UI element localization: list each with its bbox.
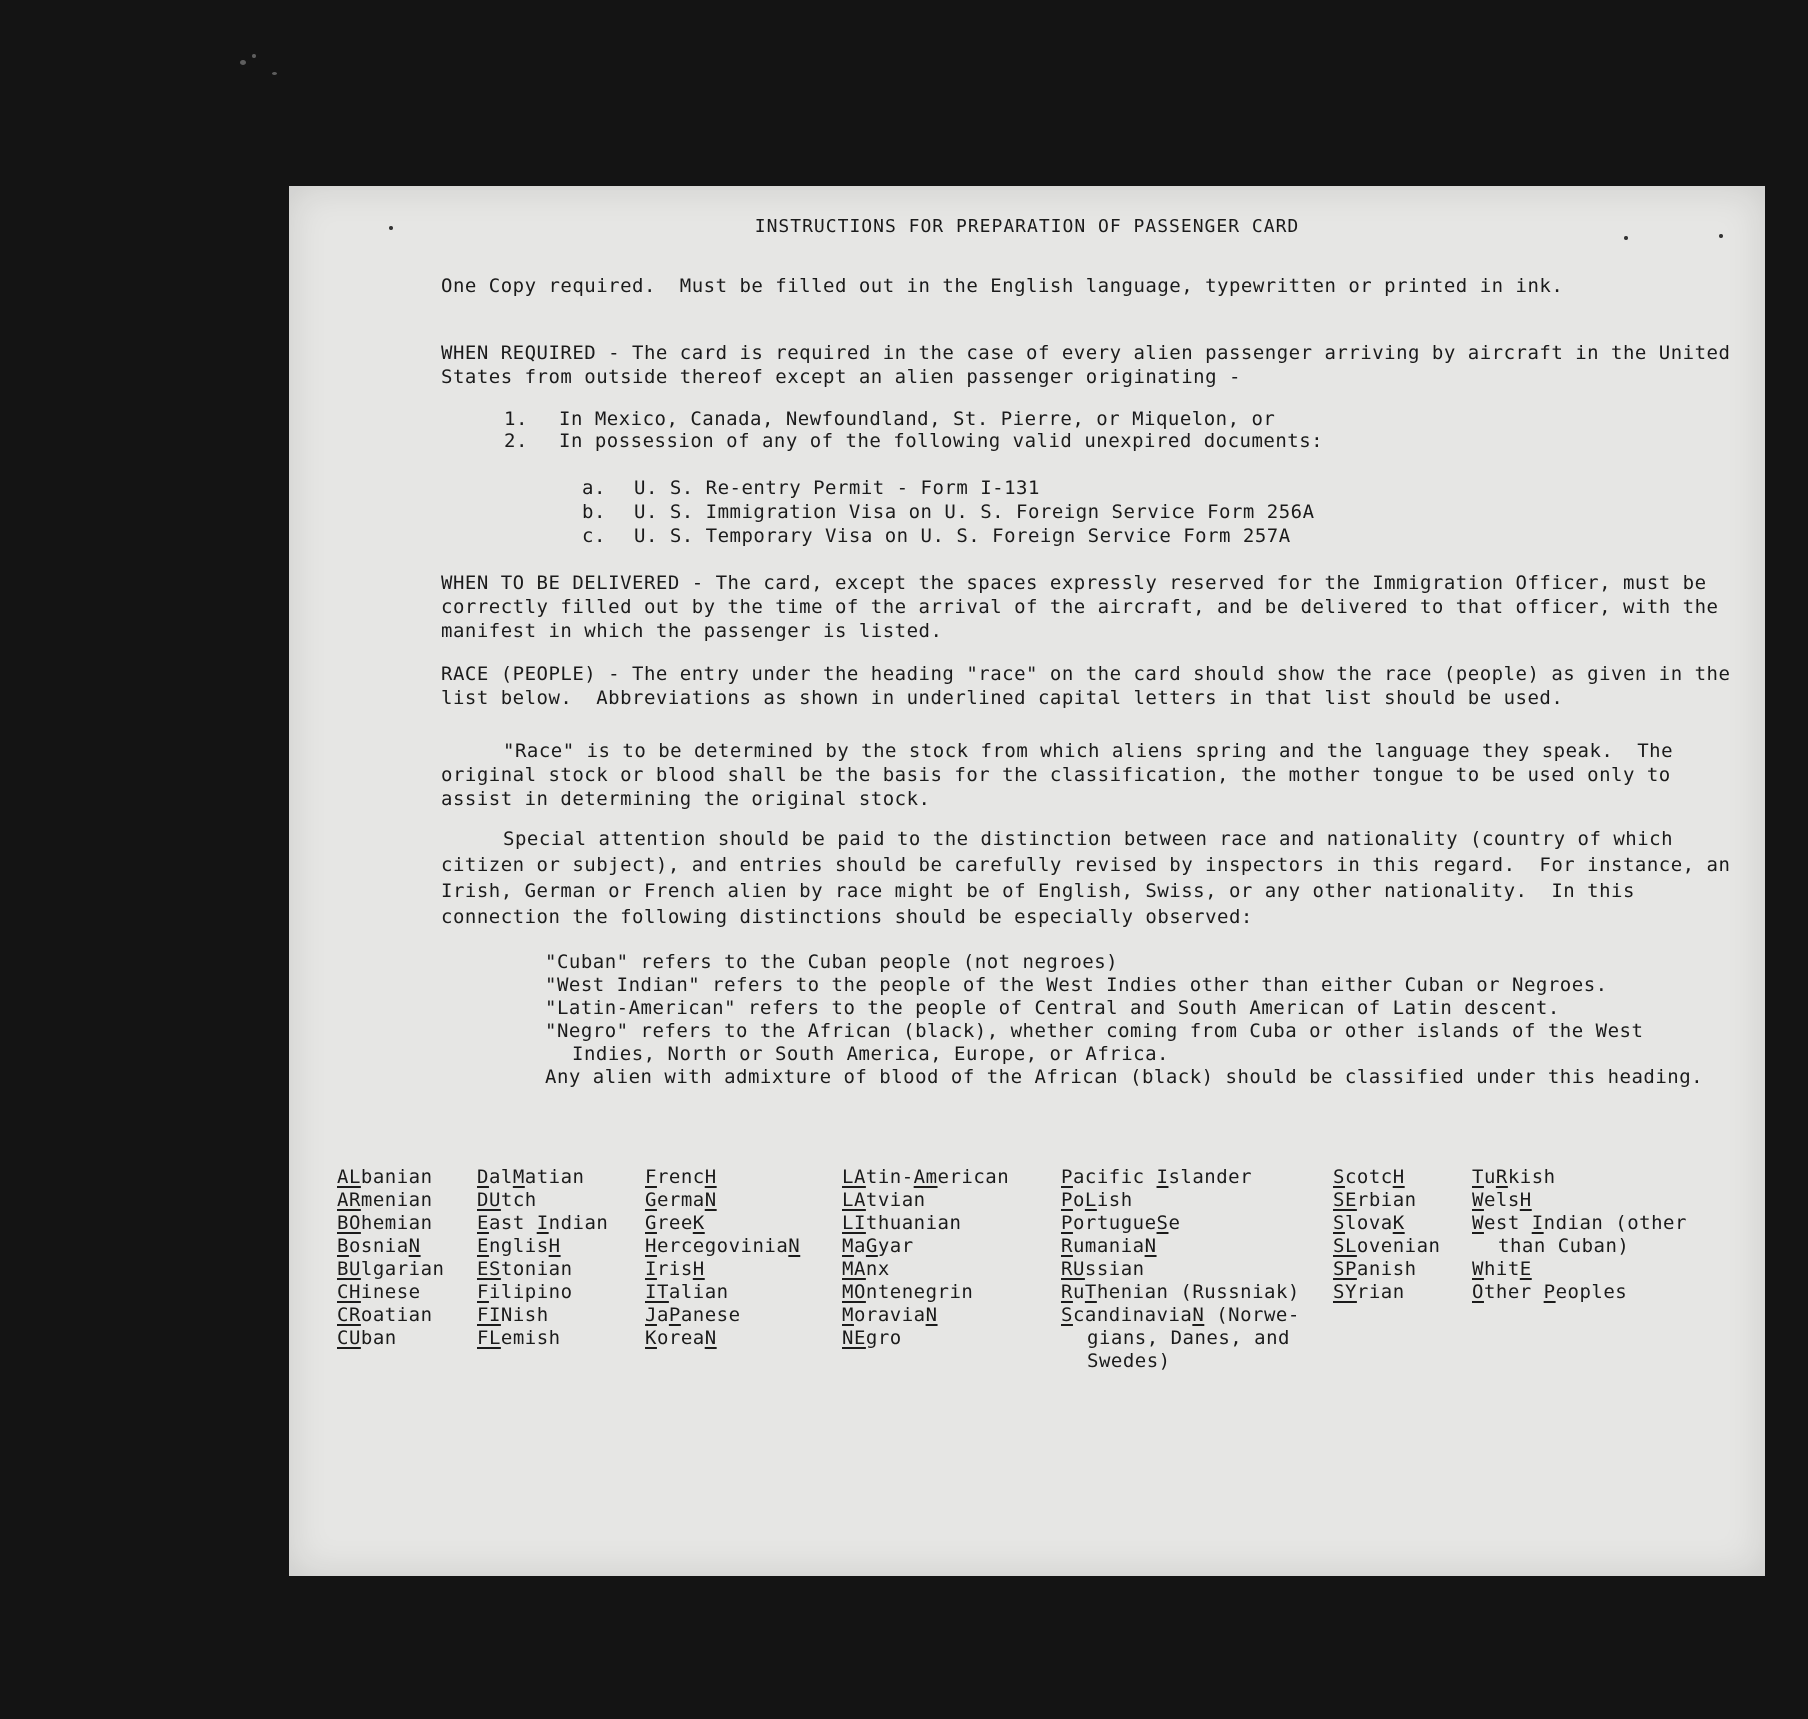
race-abbreviation: P: [1061, 1166, 1073, 1188]
race-column: [842, 1166, 1009, 1350]
race-entry: DUtch: [477, 1189, 537, 1211]
race-entry: EStonian: [477, 1258, 573, 1280]
condition-text: In possession of any of the following valid unexpired documents:: [559, 430, 1324, 452]
race-abbreviation: N: [704, 1327, 717, 1349]
scan-speck: [272, 72, 277, 75]
race-entry: ALbanian: [337, 1166, 433, 1188]
race-abbreviation: M: [842, 1235, 854, 1257]
document-item: [582, 500, 1315, 524]
race-abbreviation: DU: [477, 1189, 501, 1211]
race-abbreviation: E: [1519, 1258, 1532, 1280]
race-abbreviation: K: [645, 1327, 657, 1349]
race-entry: West Indian (other: [1472, 1212, 1687, 1234]
document-title: INSTRUCTIONS FOR PREPARATION OF PASSENGER CARD: [754, 216, 1300, 237]
race-entry: RuThenian (Russniak): [1061, 1281, 1300, 1303]
distinction-item: "Negro" refers to the African (black), whether coming from Cuba or other islands of the West Indies, North or South America, Europe, or Africa.: [545, 1020, 1644, 1065]
race-entry: FLemish: [477, 1327, 561, 1349]
race-column: [477, 1166, 608, 1350]
race-abbreviation: E: [477, 1212, 489, 1234]
race-entry: Other Peoples: [1472, 1281, 1628, 1303]
race-definition-paragraph: "Race" is to be determined by the stock from which aliens spring and the language they speak. The original stock or blood shall be the basis for the classification, the mother tongue to be used only to assist in determining the original stock.: [441, 740, 1685, 810]
race-entry: than Cuban): [1498, 1235, 1630, 1257]
race-abbreviation: BU: [337, 1258, 361, 1280]
race-abbreviation: S: [1156, 1212, 1169, 1234]
race-abbreviation: H: [704, 1166, 717, 1188]
race-abbreviation: ES: [477, 1258, 501, 1280]
condition-text: In Mexico, Canada, Newfoundland, St. Pierre, or Miquelon, or: [559, 408, 1276, 430]
race-abbreviation: T: [1472, 1166, 1484, 1188]
race-abbreviation: F: [477, 1281, 489, 1303]
race-abbreviation: W: [1472, 1189, 1484, 1211]
distinction-item: "Cuban" refers to the Cuban people (not negroes): [545, 951, 1119, 973]
condition-item: [504, 408, 1323, 430]
race-abbreviation: G: [645, 1212, 657, 1234]
race-abbreviation: R: [1061, 1281, 1073, 1303]
race-abbreviation: W: [1472, 1258, 1484, 1280]
race-column: [1333, 1166, 1440, 1304]
race-abbreviation: J: [645, 1304, 657, 1326]
distinction-list: [545, 951, 1725, 1089]
race-entry: LIthuanian: [842, 1212, 962, 1234]
race-entry: DalMatian: [477, 1166, 585, 1188]
race-abbreviation: N: [925, 1304, 938, 1326]
race-abbreviation: P: [668, 1304, 681, 1326]
race-entry: BUlgarian: [337, 1258, 445, 1280]
race-column: [1061, 1166, 1300, 1373]
race-abbreviation: FI: [477, 1304, 501, 1326]
race-abbreviation: N: [408, 1235, 421, 1257]
race-abbreviation: H: [692, 1258, 705, 1280]
race-entry: SErbian: [1333, 1189, 1417, 1211]
intro-paragraph: One Copy required. Must be filled out in the English language, typewritten or printed in ink.: [441, 275, 1564, 297]
race-entry: East Indian: [477, 1212, 609, 1234]
condition-list: [504, 408, 1323, 452]
race-abbreviation: CU: [337, 1327, 361, 1349]
race-entry: IrisH: [645, 1258, 705, 1280]
scan-speck: [240, 60, 246, 65]
when-required-paragraph: WHEN REQUIRED - The card is required in the case of every alien passenger arriving by aircraft in the United States from outside thereof except an alien passenger originating -: [441, 342, 1743, 388]
race-abbreviation: M: [842, 1304, 854, 1326]
race-column: [645, 1166, 800, 1350]
race-entry: CUban: [337, 1327, 397, 1349]
race-abbreviation: R: [1495, 1166, 1508, 1188]
race-abbreviation: Am: [913, 1166, 938, 1188]
race-entry: HercegoviniaN: [645, 1235, 801, 1257]
race-column: [1472, 1166, 1687, 1304]
document-list: [582, 476, 1315, 548]
race-entry: CHinese: [337, 1281, 421, 1303]
distinction-item: "Latin-American" refers to the people of Central and South American of Latin descent.: [545, 997, 1560, 1019]
race-abbreviation: E: [477, 1235, 489, 1257]
race-entry: SlovaK: [1333, 1212, 1405, 1234]
race-abbreviation: G: [645, 1189, 657, 1211]
race-abbreviation: LA: [842, 1166, 866, 1188]
race-entry: BosniaN: [337, 1235, 421, 1257]
race-entry: SYrian: [1333, 1281, 1405, 1303]
distinction-item: "West Indian" refers to the people of the West Indies other than either Cuban or Negroes.: [545, 974, 1608, 996]
race-abbreviation: R: [1061, 1235, 1073, 1257]
race-abbreviation: CH: [337, 1281, 361, 1303]
race-entry: EnglisH: [477, 1235, 561, 1257]
race-abbreviation: SY: [1333, 1281, 1357, 1303]
special-attention-paragraph: Special attention should be paid to the distinction between race and nationality (country of which citizen or subject), and entries should be carefully revised by inspectors in this regard. For instance, an Irish, German or French alien by race might be of English, Swiss, or any other nationality. In this connection the following distinctions should be especially observed:: [441, 828, 1743, 928]
race-abbreviation: H: [548, 1235, 561, 1257]
race-abbreviation: LI: [842, 1212, 866, 1234]
race-entry: MaGyar: [842, 1235, 914, 1257]
race-entry: FINish: [477, 1304, 549, 1326]
race-abbreviation: BO: [337, 1212, 361, 1234]
race-abbreviation: N: [704, 1189, 717, 1211]
race-abbreviation: N: [1192, 1304, 1205, 1326]
race-abbreviation: I: [645, 1258, 657, 1280]
race-entry: MAnx: [842, 1258, 890, 1280]
race-entry: LAtvian: [842, 1189, 926, 1211]
race-abbreviation: IT: [645, 1281, 669, 1303]
race-abbreviation: F: [645, 1166, 657, 1188]
race-entry: Filipino: [477, 1281, 573, 1303]
race-abbreviation: B: [337, 1235, 349, 1257]
condition-number: 1.: [504, 408, 528, 430]
race-abbreviation: L: [1084, 1189, 1097, 1211]
race-entry: CRoatian: [337, 1304, 433, 1326]
race-entry: WelsH: [1472, 1189, 1532, 1211]
scan-speck: [252, 54, 256, 58]
document-item: [582, 524, 1315, 548]
race-entry: gians, Danes, and: [1087, 1327, 1290, 1349]
race-entry: ITalian: [645, 1281, 729, 1303]
race-abbreviation: I: [1156, 1166, 1169, 1188]
race-abbreviation: N: [1144, 1235, 1157, 1257]
race-abbreviation: S: [1333, 1166, 1345, 1188]
document-text: U. S. Immigration Visa on U. S. Foreign Service Form 256A: [634, 501, 1315, 523]
race-entry: PoLish: [1061, 1189, 1133, 1211]
race-entry: Pacific Islander: [1061, 1166, 1253, 1188]
document-item: [582, 476, 1315, 500]
race-entry: MoraviaN: [842, 1304, 938, 1326]
document-text: U. S. Re-entry Permit - Form I-131: [634, 477, 1040, 499]
race-abbreviation: O: [1472, 1281, 1484, 1303]
document-page: [289, 186, 1765, 1576]
when-delivered-paragraph: WHEN TO BE DELIVERED - The card, except the spaces expressly reserved for the Immigration Officer, must be correctly filled out by the time of the arrival of the aircraft, and be delivered to that officer, with the manifest in which the passenger is listed.: [441, 572, 1731, 642]
distinction-item: Any alien with admixture of blood of the African (black) should be classified under this heading.: [545, 1066, 1704, 1088]
race-entry: GermaN: [645, 1189, 717, 1211]
race-abbreviation: SL: [1333, 1235, 1357, 1257]
race-abbreviation: LA: [842, 1189, 866, 1211]
race-abbreviation: G: [865, 1235, 878, 1257]
race-abbreviation: MA: [842, 1258, 866, 1280]
race-entry: SPanish: [1333, 1258, 1417, 1280]
race-abbreviation: P: [1543, 1281, 1556, 1303]
race-entry: SLovenian: [1333, 1235, 1441, 1257]
race-entry: RumaniaN: [1061, 1235, 1157, 1257]
race-abbreviation: P: [1061, 1189, 1073, 1211]
document-letter: c.: [582, 525, 606, 547]
race-abbreviation: S: [1061, 1304, 1073, 1326]
race-abbreviation: P: [1061, 1212, 1073, 1234]
race-abbreviation: S: [1333, 1212, 1345, 1234]
race-entry: JaPanese: [645, 1304, 741, 1326]
race-abbreviation: K: [692, 1212, 705, 1234]
condition-item: [504, 430, 1323, 452]
race-column: [337, 1166, 444, 1350]
race-entry: KoreaN: [645, 1327, 717, 1349]
race-entry: ScotcH: [1333, 1166, 1405, 1188]
race-abbreviation: RU: [1061, 1258, 1085, 1280]
race-abbreviation: FL: [477, 1327, 501, 1349]
race-entry: RUssian: [1061, 1258, 1145, 1280]
race-entry: MOntenegrin: [842, 1281, 974, 1303]
race-entry: ARmenian: [337, 1189, 433, 1211]
race-abbreviation: H: [1519, 1189, 1532, 1211]
race-abbreviation: CR: [337, 1304, 361, 1326]
race-abbreviation: I: [536, 1212, 549, 1234]
race-entry: PortugueSe: [1061, 1212, 1181, 1234]
race-abbreviation: I: [1531, 1212, 1544, 1234]
race-entry: ScandinaviaN (Norwe-: [1061, 1304, 1300, 1326]
race-entry: LAtin-American: [842, 1166, 1010, 1188]
race-entry: Swedes): [1087, 1350, 1171, 1372]
document-letter: b.: [582, 501, 606, 523]
race-abbreviation: NE: [842, 1327, 866, 1349]
race-entry: TuRkish: [1472, 1166, 1556, 1188]
race-abbreviation: H: [645, 1235, 657, 1257]
race-abbreviation: W: [1472, 1212, 1484, 1234]
race-entry: NEgro: [842, 1327, 902, 1349]
race-people-paragraph: RACE (PEOPLE) - The entry under the heading "race" on the card should show the race (people) as given in the list below. Abbreviations as shown in underlined capital letters in that list should be used.: [441, 663, 1743, 709]
document-text: U. S. Temporary Visa on U. S. Foreign Service Form 257A: [634, 525, 1291, 547]
condition-number: 2.: [504, 430, 528, 452]
race-entry: WhitE: [1472, 1258, 1532, 1280]
document-letter: a.: [582, 477, 606, 499]
race-abbreviation: H: [1392, 1166, 1405, 1188]
race-abbreviation: AL: [337, 1166, 361, 1188]
race-entry: BOhemian: [337, 1212, 433, 1234]
race-abbreviation: T: [1084, 1281, 1097, 1303]
race-abbreviation: MO: [842, 1281, 866, 1303]
race-abbreviation: D: [477, 1166, 489, 1188]
race-abbreviation: K: [1392, 1212, 1405, 1234]
race-abbreviation: N: [788, 1235, 801, 1257]
race-abbreviation: M: [512, 1166, 525, 1188]
race-abbreviation: SE: [1333, 1189, 1357, 1211]
race-abbreviation: AR: [337, 1189, 361, 1211]
race-abbreviation: SP: [1333, 1258, 1357, 1280]
race-entry: GreeK: [645, 1212, 705, 1234]
race-entry: FrencH: [645, 1166, 717, 1188]
